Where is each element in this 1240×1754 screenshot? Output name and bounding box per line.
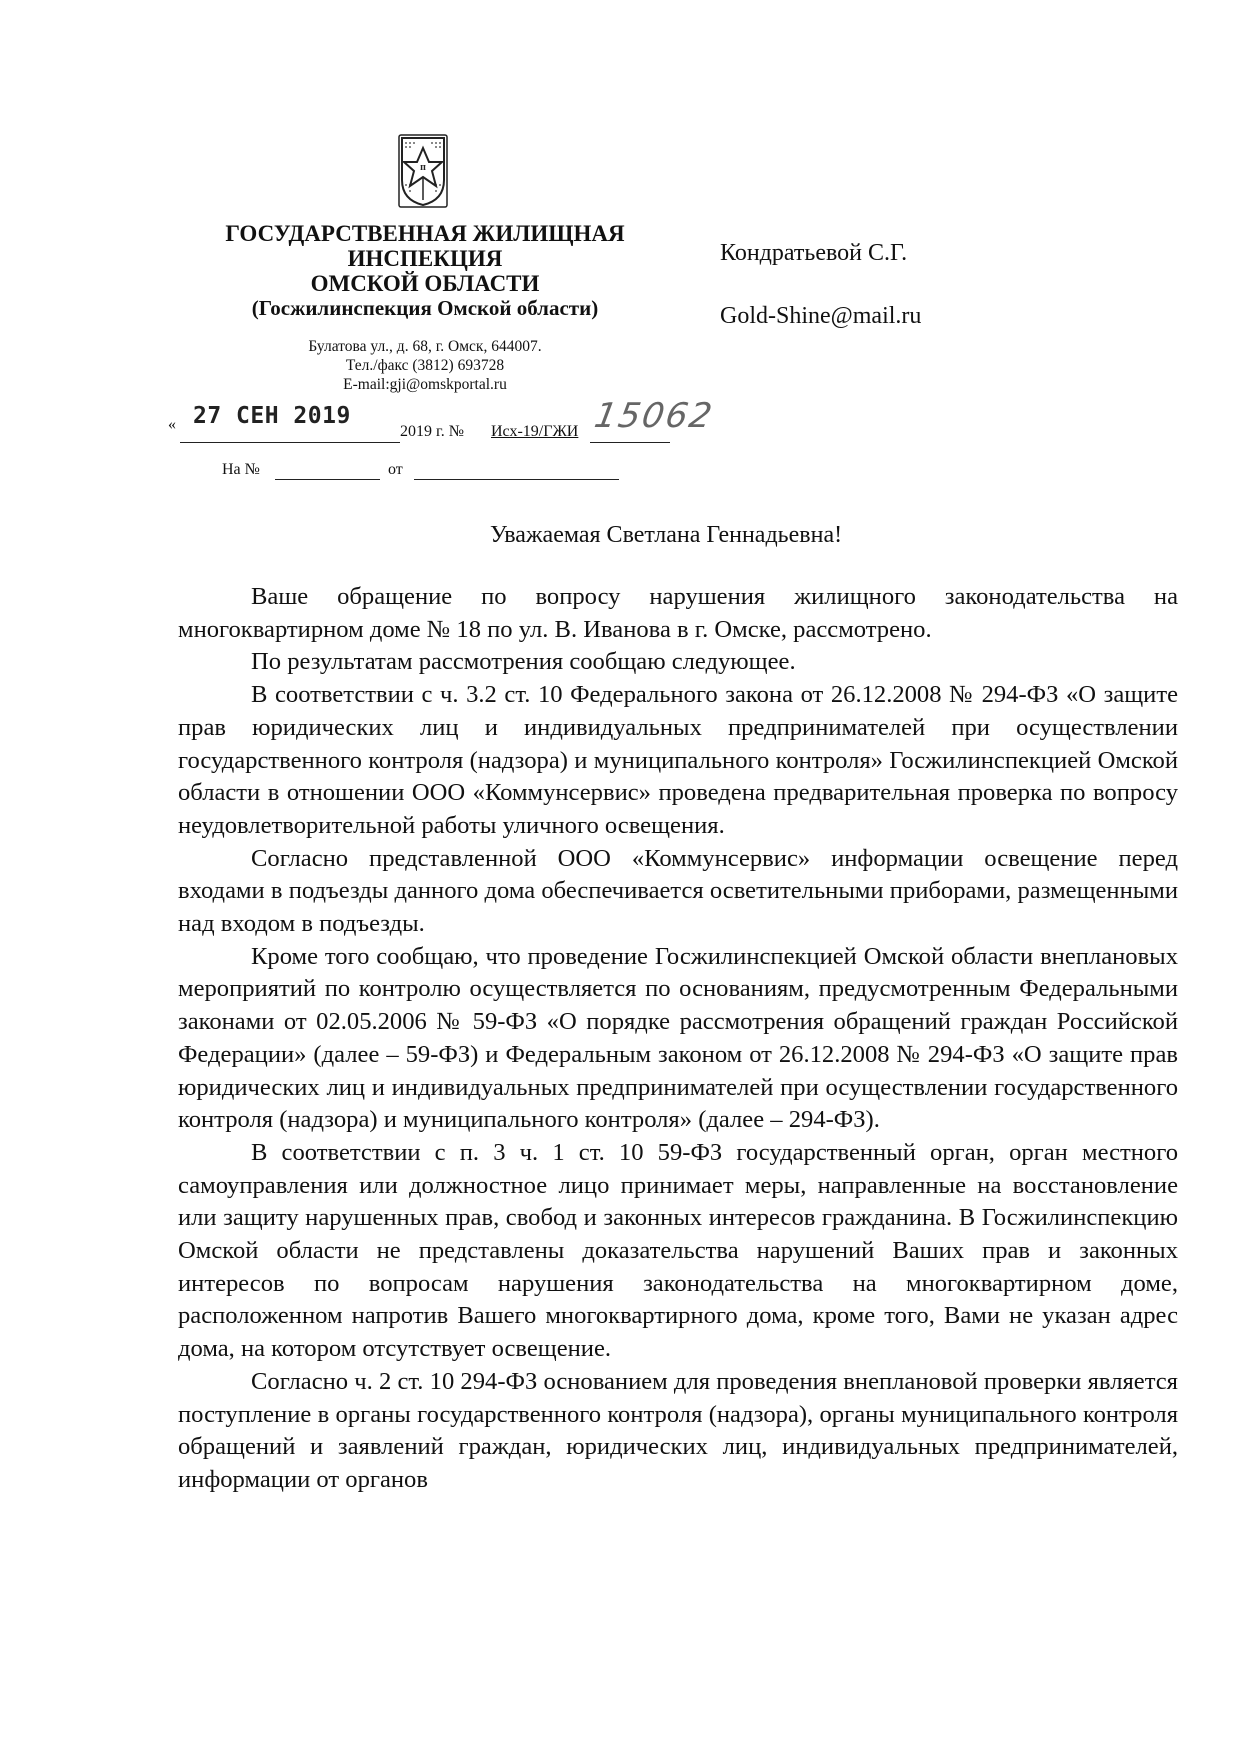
org-name-line1: ГОСУДАРСТВЕННАЯ ЖИЛИЩНАЯ [225,221,625,246]
open-quote: « [168,416,176,433]
paragraph: В соответствии с п. 3 ч. 1 ст. 10 59-ФЗ государственный орган, орган местного самоуправления или должностное лицо принимает меры, направленные на восстановление или защиту нарушенных прав, свобод и законных интересов гражданина. В Госжилинспекцию Омской области не представлены доказательства нарушений Ваших прав и законных интересов по вопросам нарушения законодательства на многоквартирном доме, расположенном напротив Вашего многоквартирного дома, кроме того, Вами не указан адрес дома, на котором отсутствует освещение. [178,1138,1178,1363]
org-phone: Тел./факс (3812) 693728 [345,357,505,374]
org-name-line3: ОМСКОЙ ОБЛАСТИ [310,271,540,296]
ref-from-label: от [388,461,403,478]
org-short-name: (Госжилинспекция Омской области) [251,296,599,320]
paragraph: По результатам рассмотрения сообщаю следующее. [251,648,796,676]
org-address: Булатова ул., д. 68, г. Омск, 644007. [308,338,542,355]
paragraph: Кроме того сообщаю, что проведение Госжилинспекцией Омской области внеплановых мероприятий по контролю осуществляется по основаниям, предусмотренным Федеральными законами от 02.05.2006 № 59-ФЗ «О порядке рассмотрения обращений граждан Российской Федерации» (далее – 59-ФЗ) и Федеральным законом от 26.12.2008 № 294-ФЗ «О защите прав юридических лиц и индивидуальных предпринимателей при осуществлении государственного контроля (надзора) и муниципального контроля» (далее – 294-ФЗ). [178,942,1178,1134]
paragraph: В соответствии с ч. 3.2 ст. 10 Федерального закона от 26.12.2008 № 294-ФЗ «О защите прав юридических лиц и индивидуальных предпринимателей при осуществлении государственного контроля (надзора) и муниципального контроля» Госжилинспекцией Омской области в отношении ООО «Коммунсервис» проведена предварительная проверка по вопросу неудовлетворительной работы уличного освещения. [178,681,1178,839]
org-email: E-mail:gji@omskportal.ru [343,376,507,393]
handwritten-number: 15062 [591,396,717,436]
ref-date-blank [414,463,619,480]
outgoing-number-prefix: Исх-19/ГЖИ [491,423,579,440]
coat-of-arms-icon [398,134,448,208]
date-stamp: 27 СЕН 2019 [193,403,351,429]
ref-number-blank [275,463,380,480]
svg-text:п: п [420,162,426,173]
ref-number-label: На № [222,461,260,478]
salutation: Уважаемая Светлана Геннадьевна! [490,522,843,548]
org-name-line2: ИНСПЕКЦИЯ [347,246,503,271]
paragraph: Согласно представленной ООО «Коммунсервис» информации освещение перед входами в подъезды данного дома обеспечивается осветительными приборами, размещенными над входом в подъезды. [178,844,1178,938]
year-and-number-label: 2019 г. № [400,423,465,440]
recipient-email: Gold-Shine@mail.ru [720,303,922,329]
paragraph: Ваше обращение по вопросу нарушения жилищного законодательства на многоквартирном доме № 18 по ул. В. Иванова в г. Омске, рассмотрено. [178,583,1178,643]
recipient-name: Кондратьевой С.Г. [720,240,908,266]
date-underline-2 [318,426,398,443]
letter-body [178,581,1178,1497]
paragraph: Согласно ч. 2 ст. 10 294-ФЗ основанием для проведения внеплановой проверки является поступление в органы государственного контроля (надзора), органы муниципального контроля обращений и заявлений граждан, юридических лиц, индивидуальных предпринимателей, информации от органов [178,1367,1178,1493]
